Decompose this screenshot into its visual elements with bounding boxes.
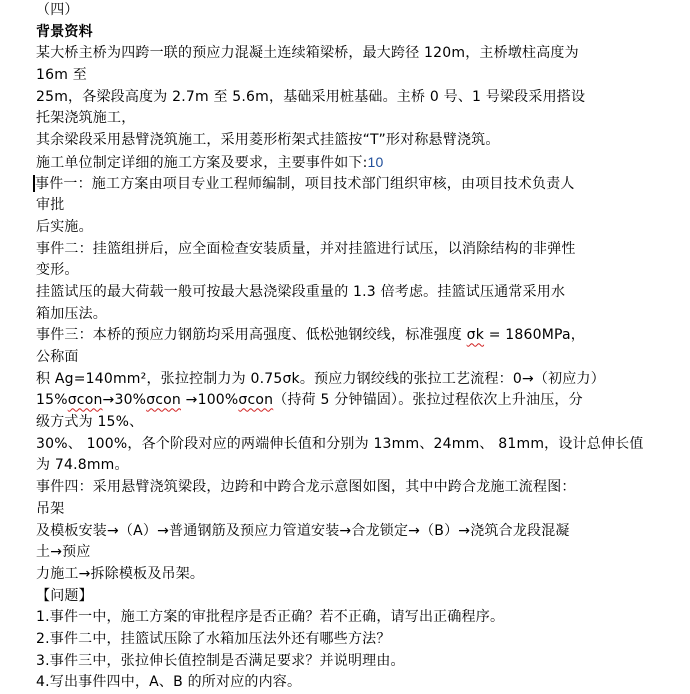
question-4: 4.写出事件四中，A、B 的所对应的内容。 (36, 674, 302, 691)
background-line-5: 其余梁段采用悬臂浇筑施工，采用菱形桁架式挂篮按“T”形对称悬臂浇筑。 (36, 132, 500, 149)
event3-line-4 (36, 390, 676, 412)
event4-line-1: 事件四：采用悬臂浇筑梁段，边跨和中跨合龙示意图如图，其中中跨合龙施工流程图： (36, 479, 576, 496)
event2-line-3: 挂篮试压的最大荷载一般可按最大悬浇梁段重量的 1.3 倍考虑。挂篮试压通常采用水 (36, 283, 566, 300)
background-heading: 背景资料 (36, 23, 93, 40)
sigma-con-2: σcon (146, 392, 181, 409)
event3-line-3: 积 Ag=140mm²，张拉控制力为 0.75σk。预应力钢绞线的张拉工艺流程：0→（初应力） (36, 370, 605, 387)
percent-15: 15% (36, 392, 68, 409)
event3-line-2: 公称面 (36, 349, 79, 365)
event3-line-7: 为 74.8mm。 (36, 457, 129, 474)
percent-30: →30% (102, 392, 147, 409)
background-line-6 (36, 152, 676, 174)
event3-line-1-post: = 1860MPa， (484, 327, 585, 344)
event3-line-4-tail: （持荷 5 分钟锚固）。张拉过程依次上升油压，分 (273, 392, 583, 409)
event1-line-1 (36, 174, 676, 196)
question-1: 1.事件一中，施工方案的审批程序是否正确？若不正确，请写出正确程序。 (36, 609, 505, 626)
event4-line-5: 力施工→拆除模板及吊架。 (36, 565, 205, 582)
document-body[interactable] (36, 0, 676, 694)
event1-line-2: 审批 (36, 197, 65, 214)
event2-line-2: 变形。 (36, 262, 79, 279)
event4-line-3: 及模板安装→（A）→普通钢筋及预应力管道安装→合龙锁定→（B）→浇筑合龙段混凝 (36, 522, 570, 539)
background-line-1: 某大桥主桥为四跨一联的预应力混凝土连续箱梁桥，最大跨径 120m，主桥墩柱高度为 (36, 45, 579, 62)
page-marker-badge: 10 (367, 153, 384, 170)
event3-line-5: 级方式为 15%、 (36, 414, 144, 431)
percent-100: →100% (181, 392, 239, 409)
event2-line-1: 事件二：挂篮组拼后，应全面检查安装质量，并对挂篮进行试压，以消除结构的非弹性 (36, 240, 576, 257)
event1-line-1-text: 事件一：施工方案由项目专业工程师编制，项目技术部门组织审核，由项目技术负责人 (35, 175, 575, 192)
event3-line-1-pre: 事件三：本桥的预应力钢筋均采用高强度、低松弛钢绞线，标准强度 (36, 327, 467, 344)
background-line-2: 16m 至 (36, 67, 87, 84)
sigma-k-symbol: σk (466, 327, 485, 344)
event2-line-4: 箱加压法。 (36, 305, 107, 322)
questions-heading: 【问题】 (36, 587, 93, 604)
event3-line-6: 30%、 100%，各个阶段对应的两端伸长值和分别为 13mm、24mm、 81mm，设计总伸长值 (36, 435, 644, 452)
background-line-3: 25m，各梁段高度为 2.7m 至 5.6m，基础采用桩基础。主桥 0 号、1 号梁段采用搭设 (36, 88, 586, 105)
background-line-4: 托架浇筑施工， (36, 110, 136, 127)
question-3: 3.事件三中，张拉伸长值控制是否满足要求？并说明理由。 (36, 652, 405, 669)
event1-line-3: 后实施。 (36, 218, 93, 235)
sigma-con-1: σcon (67, 392, 103, 409)
event3-line-1 (36, 325, 676, 347)
event4-line-2: 吊架 (36, 500, 65, 517)
sigma-con-3: σcon (238, 392, 274, 409)
event4-line-4: 土→预应 (36, 544, 91, 561)
section-number: （四） (36, 2, 79, 18)
question-2: 2.事件二中，挂篮试压除了水箱加压法外还有哪些方法？ (36, 630, 391, 647)
background-line-6-text: 施工单位制定详细的施工方案及要求，主要事件如下: (36, 154, 368, 171)
